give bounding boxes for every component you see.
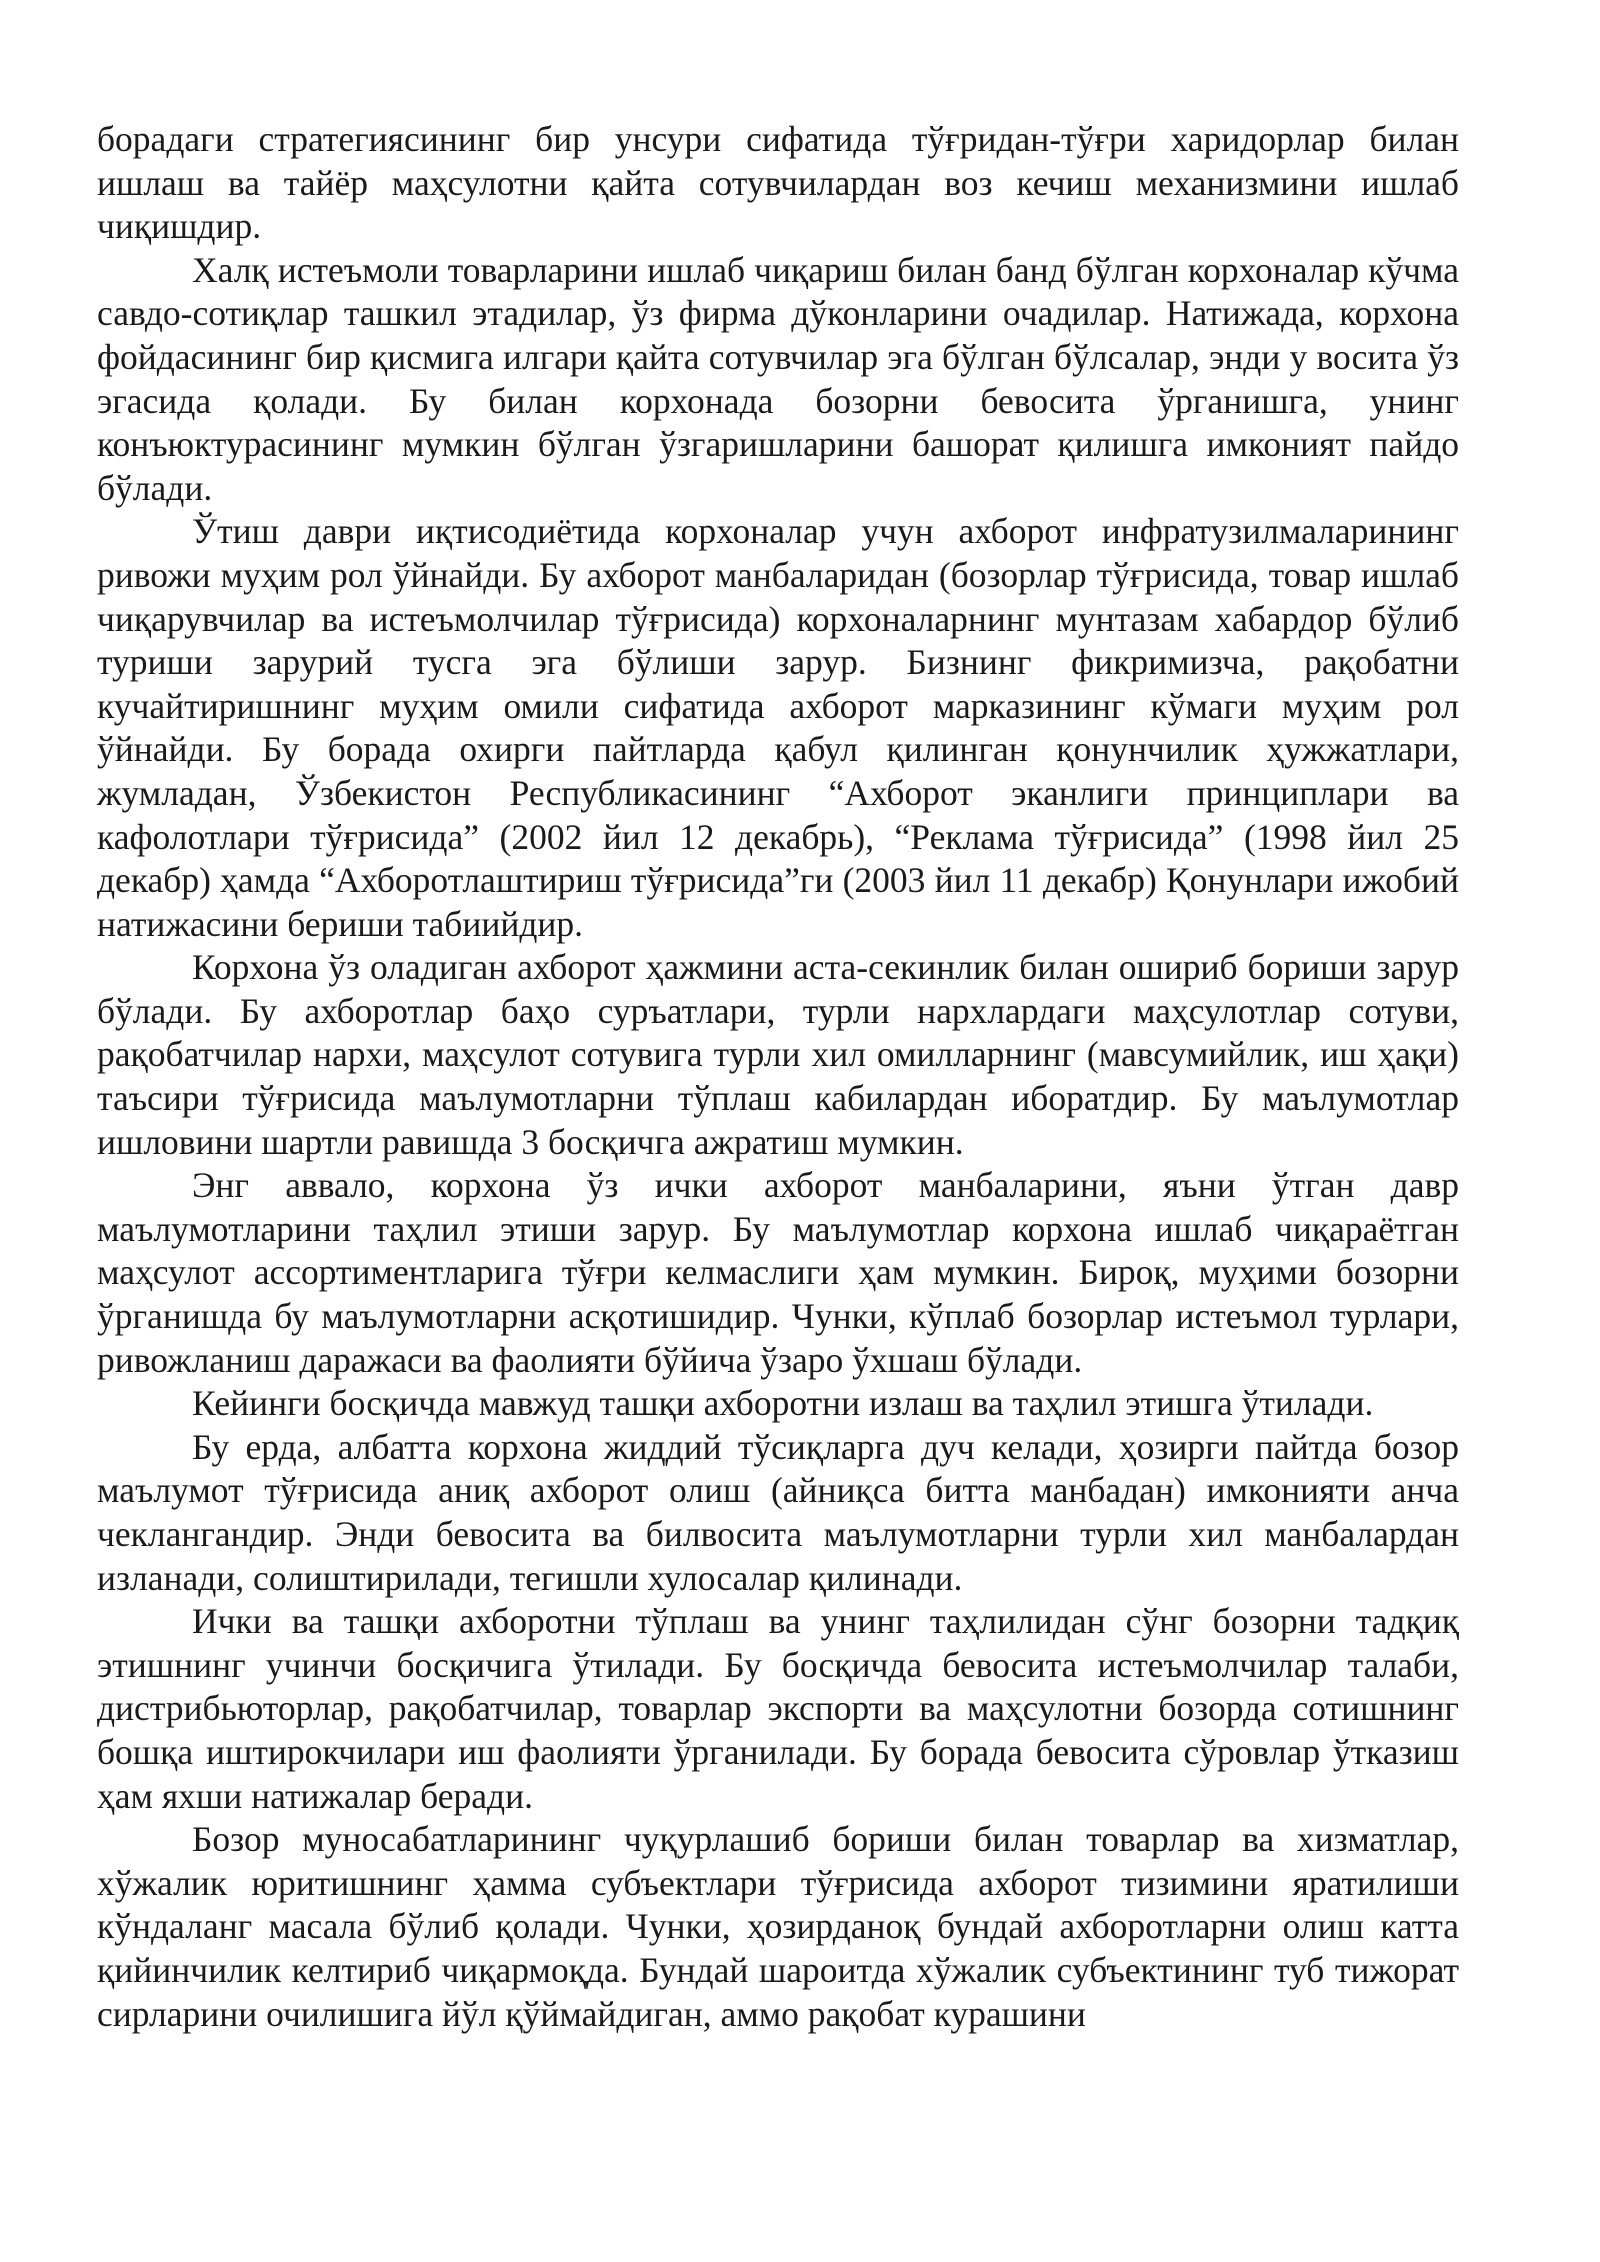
- document-page: [97, 118, 1459, 2036]
- paragraph-8: Ички ва ташқи ахборотни тўплаш ва унинг таҳлилидан сўнг бозорни тадқиқ этишнинг учинчи босқичига ўтилади. Бу босқичда бевосита истеъмолчилар талаби, дистрибьюторлар, рақобатчилар, товарлар экспорти ва маҳсулотни бозорда сотишнинг бошқа иштирокчилари иш фаолияти ўрганилади. Бу борада бевосита сўровлар ўтказиш ҳам яхши натижалар беради.: [97, 1601, 1459, 1816]
- paragraph-4: Корхона ўз оладиган ахборот ҳажмини аста-секинлик билан ошириб бориши зарур бўлади. Бу ахборотлар баҳо суръатлари, турли нархлардаги маҳсулотлар сотуви, рақобатчилар нархи, маҳсулот сотувига турли хил омилларнинг (мавсумийлик, иш ҳақи) таъсири тўғрисида маълумотларни тўплаш кабилардан иборатдир. Бу маълумотлар ишловини шартли равишда 3 босқичга ажратиш мумкин.: [97, 947, 1459, 1162]
- paragraph-7: Бу ерда, албатта корхона жиддий тўсиқларга дуч келади, ҳозирги пайтда бозор маълумот тўғрисида аниқ ахборот олиш (айниқса битта манбадан) имконияти анча чеклангандир. Энди бевосита ва билвосита маълумотларни турли хил манбалардан изланади, солиштирилади, тегишли хулосалар қилинади.: [97, 1426, 1459, 1598]
- paragraph-2: Халқ истеъмоли товарларини ишлаб чиқариш билан банд бўлган корхоналар кўчма савдо-сотиқлар ташкил этадилар, ўз фирма дўконларини очадилар. Натижада, корхона фойдасининг бир қисмига илгари қайта сотувчилар эга бўлган бўлсалар, энди у восита ўз эгасида қолади. Бу билан корхонада бозорни бевосита ўрганишга, унинг конъюктурасининг мумкин бўлган ўзгаришларини башорат қилишга имконият пайдо бўлади.: [97, 249, 1459, 508]
- paragraph-3: Ўтиш даври иқтисодиётида корхоналар учун ахборот инфратузилмаларининг ривожи муҳим рол ўйнайди. Бу ахборот манбаларидан (бозорлар тўғрисида, товар ишлаб чиқарувчилар ва истеъмолчилар тўғрисида) корхоналарнинг мунтазам хабардор бўлиб туриши зарурий тусга эга бўлиши зарур. Бизнинг фикримизча, рақобатни кучайтиришнинг муҳим омили сифатида ахборот марказининг кўмаги муҳим рол ўйнайди. Бу борада охирги пайтларда қабул қилинган қонунчилик ҳужжатлари, жумладан, Ўзбекистон Республикасининг “Ахборот эканлиги принциплари ва кафолотлари тўғрисида” (2002 йил 12 декабрь), “Реклама тўғрисида” (1998 йил 25 декабр) ҳамда “Ахборотлаштириш тўғрисида”ги (2003 йил 11 декабр) Қонунлари ижобий натижасини бериши табиийдир.: [97, 511, 1459, 944]
- paragraph-6: Кейинги босқичда мавжуд ташқи ахборотни излаш ва таҳлил этишга ўтилади.: [192, 1383, 1374, 1424]
- paragraph-1: борадаги стратегиясининг бир унсури сифатида тўғридан-тўғри харидорлар билан ишлаш ва тайёр маҳсулотни қайта сотувчилардан воз кечиш механизмини ишлаб чиқишдир.: [97, 119, 1459, 247]
- paragraph-9: Бозор муносабатларининг чуқурлашиб бориши билан товарлар ва хизматлар, хўжалик юритишнинг ҳамма субъектлари тўғрисида ахборот тизимини яратилиши кўндаланг масала бўлиб қолади. Чунки, ҳозирданоқ бундай ахборотларни олиш катта қийинчилик келтириб чиқармоқда. Бундай шароитда хўжалик субъектининг туб тижорат сирларини очилишига йўл қўймайдиган, аммо рақобат курашини: [97, 1819, 1459, 2034]
- paragraph-5: Энг аввало, корхона ўз ички ахборот манбаларини, яъни ўтган давр маълумотларини таҳлил этиши зарур. Бу маълумотлар корхона ишлаб чиқараётган маҳсулот ассортиментларига тўғри келмаслиги ҳам мумкин. Бироқ, муҳими бозорни ўрганишда бу маълумотларни асқотишидир. Чунки, кўплаб бозорлар истеъмол турлари, ривожланиш даражаси ва фаолияти бўйича ўзаро ўхшаш бўлади.: [97, 1165, 1459, 1380]
